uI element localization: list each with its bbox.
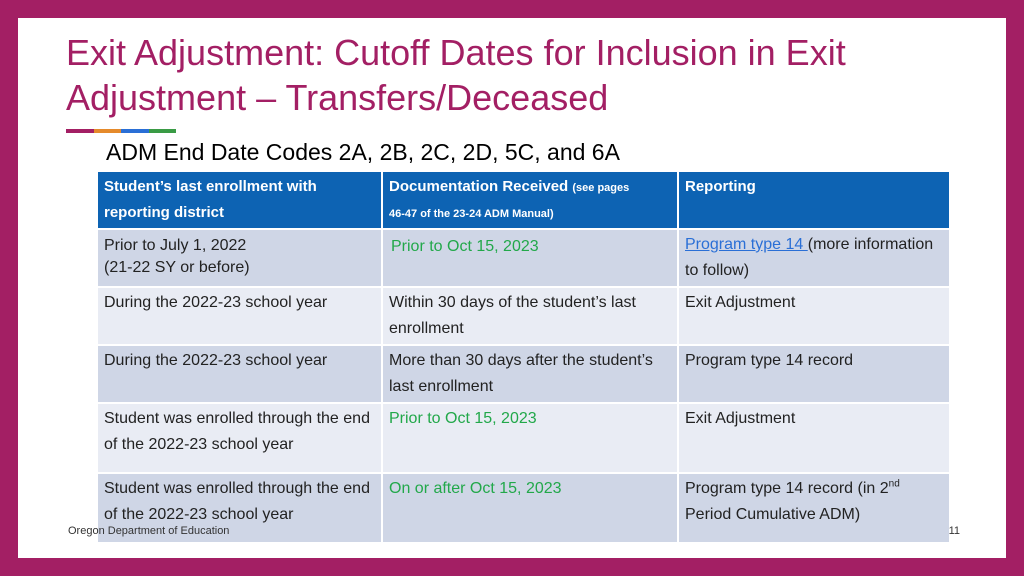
- cell-reporting: Exit Adjustment: [678, 403, 950, 473]
- superscript-nd: nd: [888, 478, 900, 490]
- accent-segment-4: [149, 129, 177, 133]
- header-reporting: Reporting: [678, 171, 950, 229]
- header-last-enrollment: Student’s last enrollment with reporting district: [97, 171, 382, 229]
- cell-documentation: On or after Oct 15, 2023: [382, 473, 678, 543]
- table-row: [97, 287, 950, 345]
- table-header-row: [97, 171, 950, 229]
- cell-text: (21-22 SY or before): [104, 259, 250, 276]
- cell-reporting: Program type 14 record: [678, 345, 950, 403]
- cell-last-enrollment: [97, 229, 382, 287]
- accent-segment-1: [66, 129, 94, 133]
- cutoff-dates-table: [96, 170, 951, 544]
- accent-segment-3: [121, 129, 149, 133]
- cell-text: Prior to July 1, 2022: [104, 237, 247, 254]
- accent-segment-2: [94, 129, 122, 133]
- cell-last-enrollment: During the 2022-23 school year: [97, 287, 382, 345]
- table-row: [97, 229, 950, 287]
- header-documentation-label: Documentation Received: [389, 178, 569, 195]
- header-documentation: [382, 171, 678, 229]
- slide: [18, 18, 1006, 558]
- footer-organization: Oregon Department of Education: [68, 525, 230, 537]
- header-documentation-note-a: (see pages: [572, 182, 630, 194]
- cell-reporting: [678, 473, 950, 543]
- cell-reporting: [678, 229, 950, 287]
- title-accent-bar: [66, 129, 176, 133]
- cell-last-enrollment: Student was enrolled through the end of the 2022-23 school year: [97, 403, 382, 473]
- slide-title: Exit Adjustment: Cutoff Dates for Inclusion in Exit Adjustment – Transfers/Deceased: [66, 32, 846, 118]
- header-documentation-note-b: 46-47 of the 23-24 ADM Manual): [389, 208, 554, 220]
- cell-text: Program type 14 record (in 2: [685, 480, 889, 497]
- table-row: [97, 345, 950, 403]
- cell-documentation: Prior to Oct 15, 2023: [382, 403, 678, 473]
- cell-documentation: More than 30 days after the student’s last enrollment: [382, 345, 678, 403]
- cell-text: Period Cumulative ADM): [685, 506, 861, 523]
- cell-last-enrollment: Student was enrolled through the end of the 2022-23 school year: [97, 473, 382, 543]
- cell-documentation: Prior to Oct 15, 2023: [382, 229, 678, 287]
- program-type-14-link[interactable]: Program type 14: [685, 236, 808, 253]
- cell-reporting: Exit Adjustment: [678, 287, 950, 345]
- cell-documentation: Within 30 days of the student’s last enrollment: [382, 287, 678, 345]
- slide-subtitle: ADM End Date Codes 2A, 2B, 2C, 2D, 5C, and 6A: [106, 139, 620, 165]
- table-row: [97, 403, 950, 473]
- page-number: 11: [948, 525, 960, 537]
- cell-text: (more information to follow): [685, 236, 934, 279]
- cell-last-enrollment: During the 2022-23 school year: [97, 345, 382, 403]
